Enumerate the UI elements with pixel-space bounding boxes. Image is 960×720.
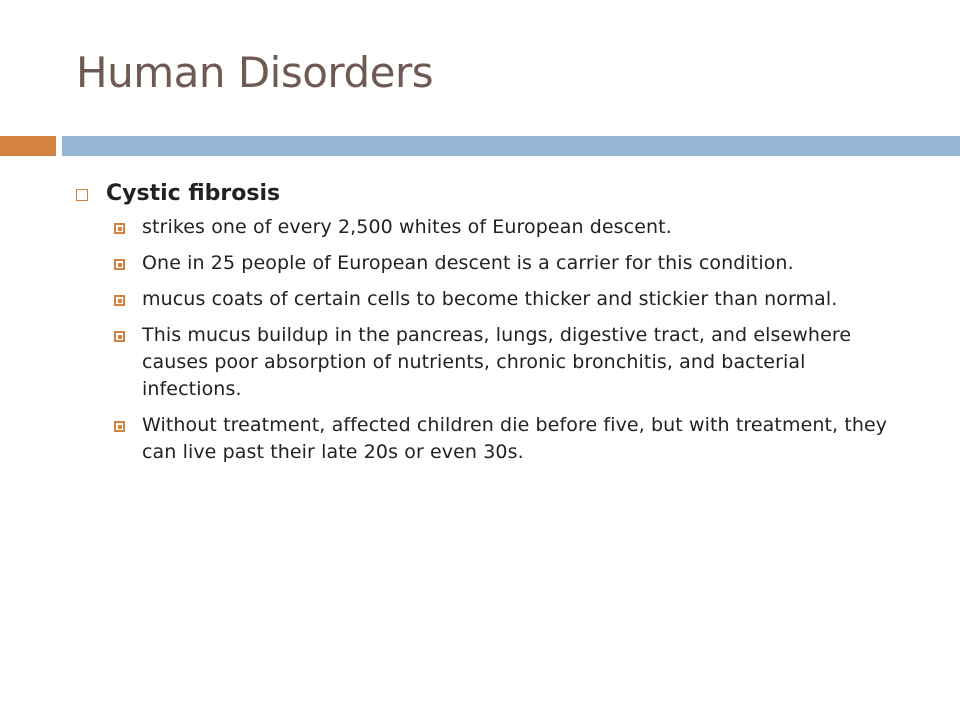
bullet-heading: Cystic fibrosis xyxy=(106,181,281,206)
bullet-cystic-fibrosis xyxy=(76,174,906,214)
sub-bullet-item xyxy=(114,286,906,313)
sub-bullet-text: Without treatment, affected children die before five, but with treatment, they can live past their late 20s or even 30s. xyxy=(142,414,888,463)
filled-square-bullet-icon xyxy=(114,295,125,306)
sub-bullet-item xyxy=(114,322,906,403)
accent-bar-orange xyxy=(0,136,56,156)
filled-square-bullet-icon xyxy=(114,223,125,234)
sub-bullet-text: One in 25 people of European descent is a carrier for this condition. xyxy=(142,252,794,274)
sub-bullet-text: mucus coats of certain cells to become thicker and stickier than normal. xyxy=(142,288,838,310)
filled-square-bullet-icon xyxy=(114,259,125,270)
sub-bullet-item xyxy=(114,250,906,277)
square-bullet-icon xyxy=(76,189,88,201)
slide-title: Human Disorders xyxy=(76,48,434,97)
sub-bullet-text: strikes one of every 2,500 whites of European descent. xyxy=(142,216,672,238)
accent-bar-blue xyxy=(62,136,960,156)
sub-bullet-text: This mucus buildup in the pancreas, lungs, digestive tract, and elsewhere causes poor absorption of nutrients, chronic bronchitis, and bacterial infections. xyxy=(142,324,852,400)
sub-bullet-item xyxy=(114,412,906,466)
sub-bullet-list xyxy=(114,214,906,466)
slide-content xyxy=(76,168,906,475)
filled-square-bullet-icon xyxy=(114,331,125,342)
sub-bullet-item xyxy=(114,214,906,241)
filled-square-bullet-icon xyxy=(114,421,125,432)
